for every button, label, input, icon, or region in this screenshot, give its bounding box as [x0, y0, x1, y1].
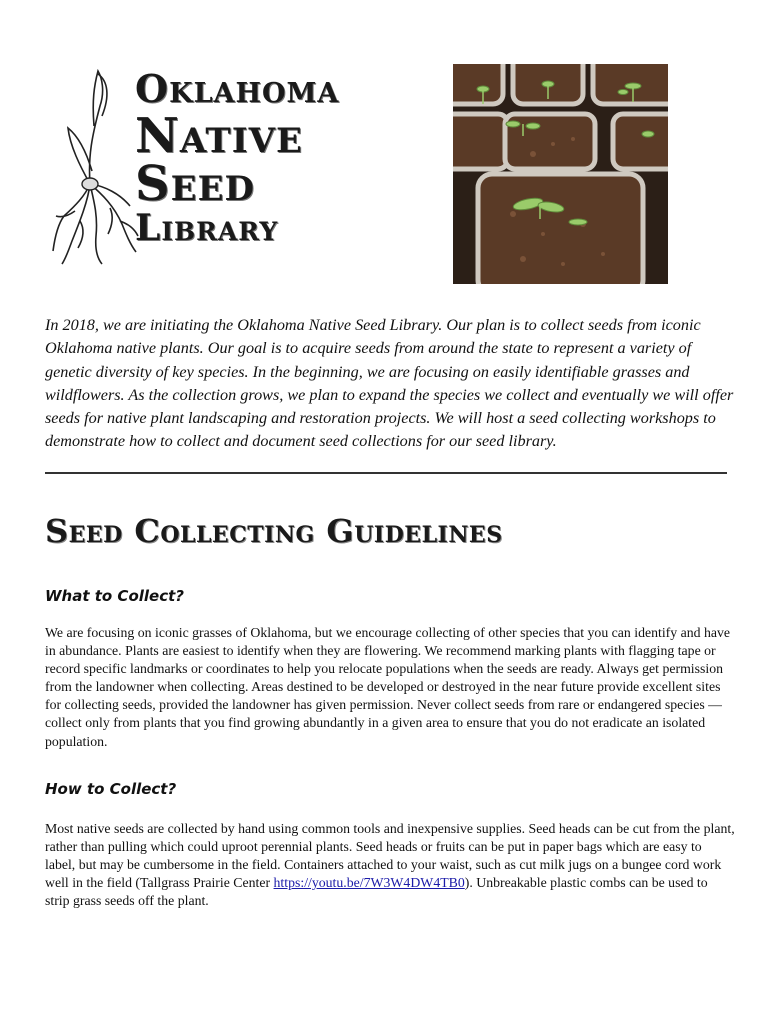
how-body-before: Most native seeds are collected by hand using common tools and inexpensive supplies. Seed heads can be cut from the plant, rather than pulling which could uproot perennial plants. Seed heads or fruits can be put in paper bags which are easy to label, but may be cumbersome in the field. Containers attached to your waist, such as cut milk jugs on a bungee cord work well in the field (Tallgrass Prairie Center — [45, 821, 735, 891]
how-to-collect-heading: How to Collect? — [45, 780, 177, 798]
how-body-after: ). Unbreakable plastic combs can be used to strip grass seeds off the plant. — [45, 875, 708, 909]
how-to-collect-paragraph — [45, 820, 735, 910]
logo-line-4: Library — [135, 207, 279, 249]
logo-line-3: Seed — [135, 156, 255, 212]
section-title: Seed Collecting Guidelines — [45, 512, 503, 550]
what-to-collect-heading: What to Collect? — [45, 587, 184, 605]
seedling-with-roots-icon — [50, 66, 140, 266]
section-divider — [45, 472, 727, 474]
library-logo — [135, 66, 425, 249]
intro-paragraph: In 2018, we are initiating the Oklahoma Native Seed Library. Our plan is to collect seeds from iconic Oklahoma native plants. Our goal is to acquire seeds from around the state to represent a variety of genetic diversity of key species. In the beginning, we are focusing on easily identifiable grasses and wildflowers. As the collection grows, we plan to expand the species we collect and eventually we will offer seeds for native plant landscaping and restoration projects. We will host a seed collecting workshops to demonstrate how to collect and document seed collections for our seed library. — [45, 316, 734, 451]
what-to-collect-paragraph: We are focusing on iconic grasses of Oklahoma, but we encourage collecting of other species that you can identify and have in abundance. Plants are easiest to identify when they are flowering. We recommend marking plants with flagging tape or record specific landmarks or coordinates to help you relocate populations when the seeds are ready. Always get permission from the landowner when collecting. Areas destined to be developed or destroyed in the near future provide excellent sites for collecting seeds, provided the landowner has given permission. Never collect seeds from rare or endangered species — collect only from plants that you find growing abundantly in a given area to ensure that you do not eradicate an isolated population. — [45, 625, 731, 749]
seedling-tray-photo — [453, 64, 668, 284]
youtube-link[interactable]: https://youtu.be/7W3W4DW4TB0 — [273, 875, 465, 891]
logo-line-1: Oklahoma — [135, 66, 340, 111]
logo-line-2: Native — [135, 108, 303, 164]
